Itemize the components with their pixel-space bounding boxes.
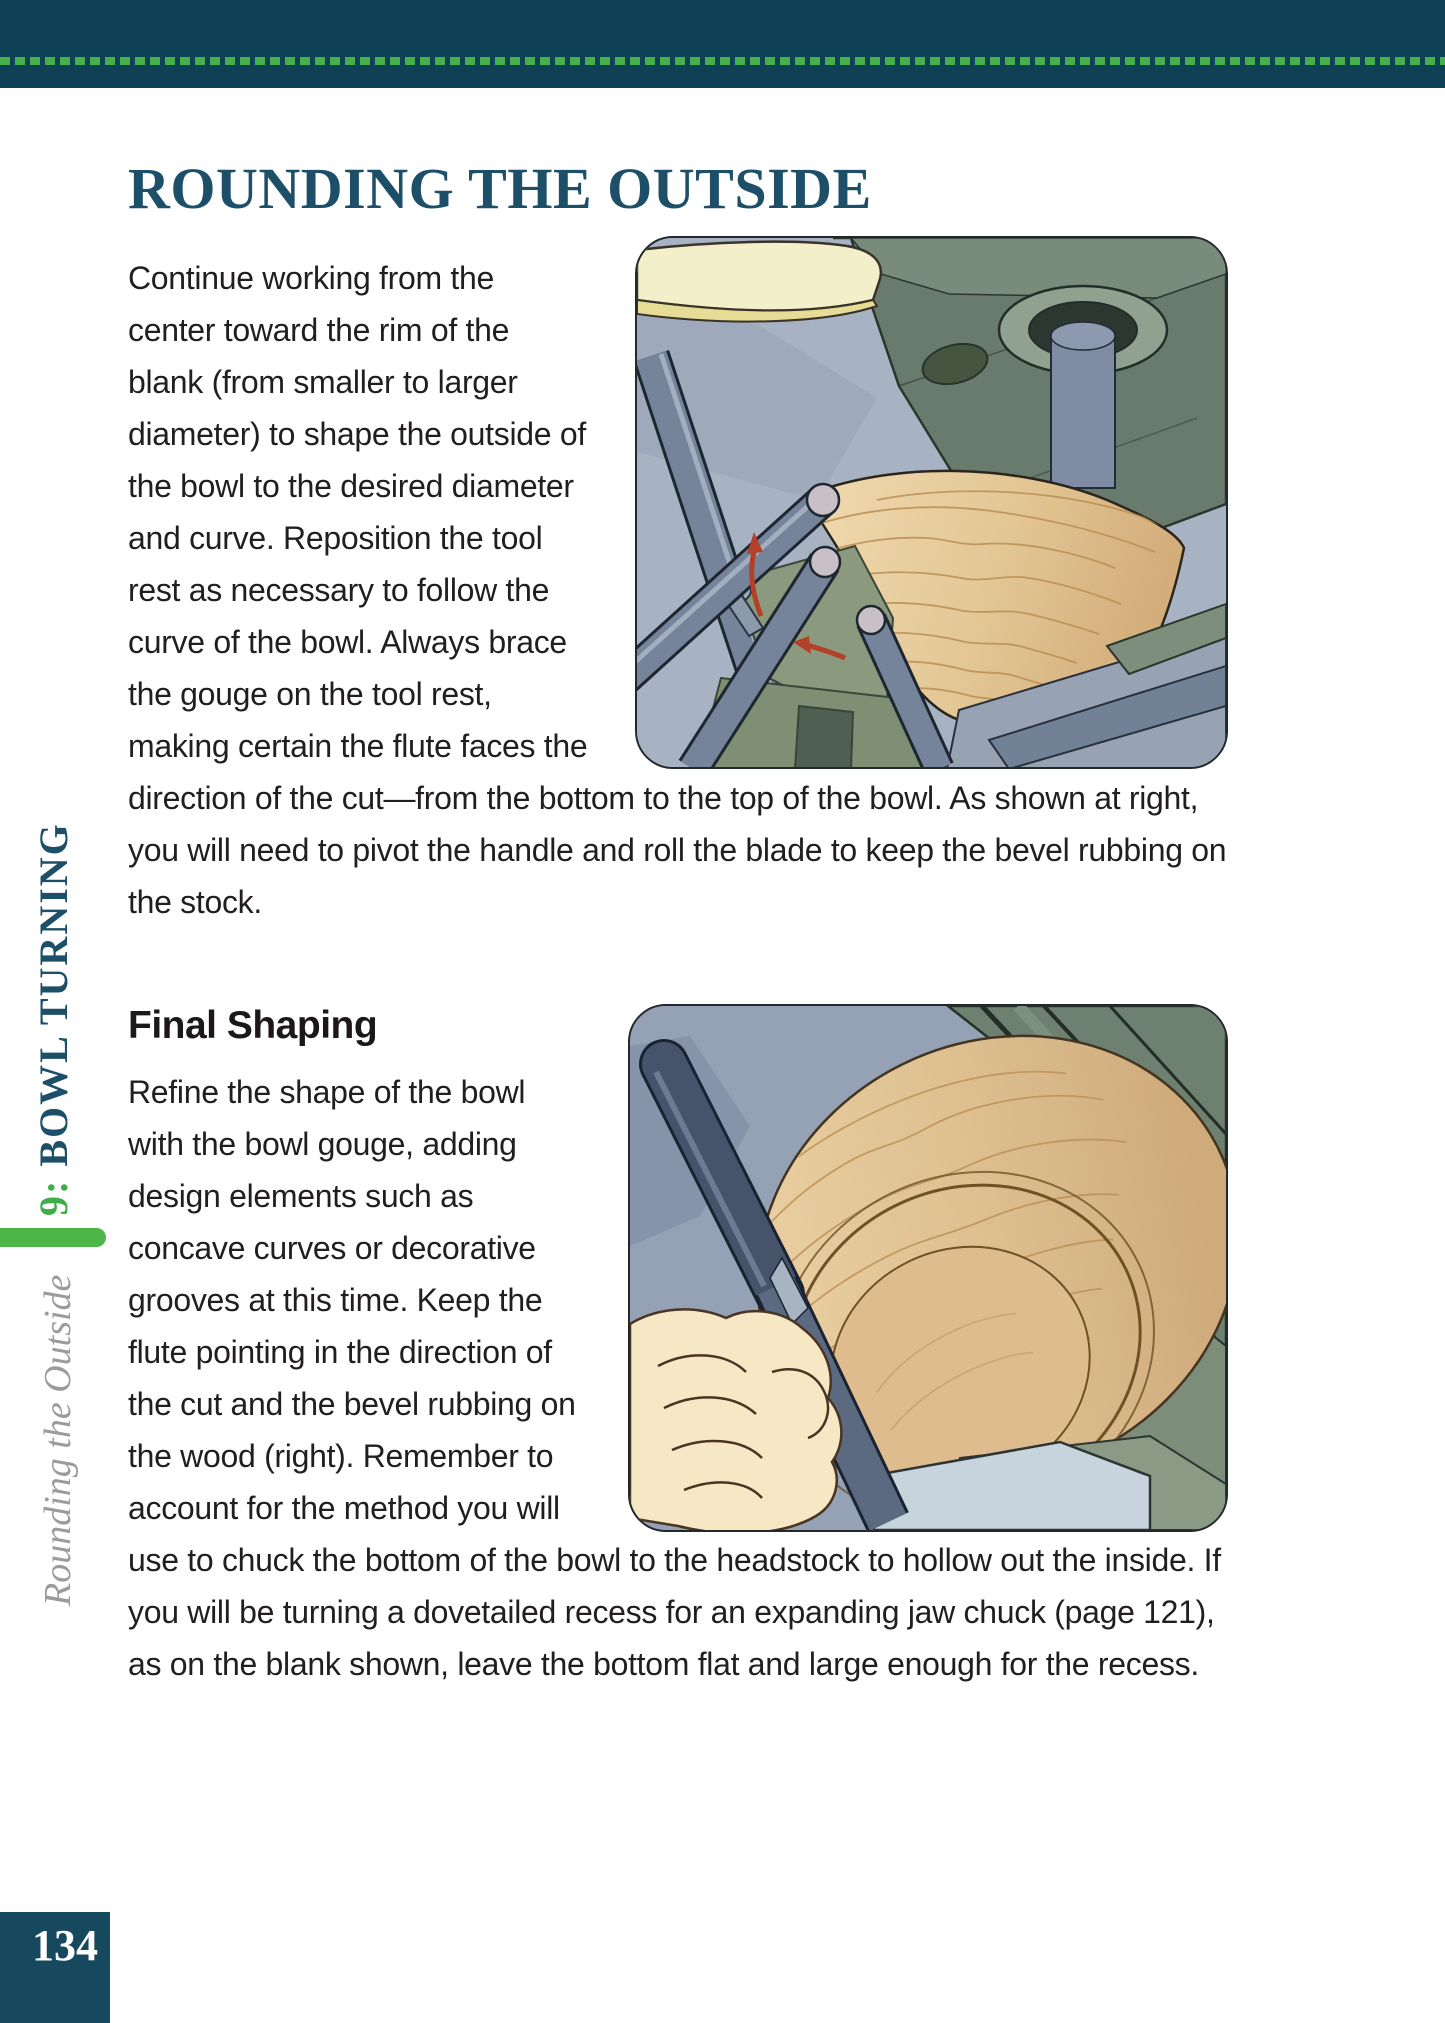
chapter-title: BOWL TURNING bbox=[31, 822, 76, 1167]
gouge-tip bbox=[810, 547, 840, 577]
chapter-number: 9: bbox=[31, 1178, 76, 1216]
cream-lathe-arm bbox=[637, 242, 881, 322]
section-rounding-outside bbox=[128, 252, 1228, 928]
dashed-rule-decoration bbox=[0, 57, 1445, 65]
running-section-label: Rounding the Outside bbox=[37, 1274, 79, 1606]
chapter-tab-bar bbox=[0, 1228, 106, 1247]
chapter-label bbox=[30, 822, 80, 1216]
gouge-tip bbox=[807, 484, 839, 516]
page-title: ROUNDING THE OUTSIDE bbox=[128, 156, 872, 221]
main-content bbox=[128, 156, 1228, 1690]
final-shaping-heading: Final Shaping bbox=[128, 1004, 378, 1047]
intro-paragraph: Continue working from the center toward the rim of the blank (from smaller to larger diameter) to shape the outside of the bowl to the desired diameter and curve. Reposition the tool rest as necessary to follow the curve of the bowl. Always brace the gouge on the tool rest, making certain the flute faces the direction of the cut—from the bottom to the top of the bowl. As shown at right, you will need to pivot the handle and roll the blade to keep the bevel rubbing on the stock. bbox=[128, 260, 1227, 920]
gouge-tip bbox=[857, 606, 885, 634]
lathe-roughing-illustration bbox=[637, 238, 1226, 767]
figure-roughing-illustration bbox=[635, 236, 1228, 769]
figure-final-shaping-illustration bbox=[628, 1004, 1228, 1532]
final-shaping-paragraph: Refine the shape of the bowl with the bowl gouge, adding design elements such as concave curves or decorative grooves at this time. Keep the flute pointing in the direction of the cut and the bevel rubbing on the wood (right). Remember to account for the method you will use to chuck the bottom of the bowl to the headstock to hollow out the inside. If you will be turning a dovetailed recess for an expanding jaw chuck (page 121), as on the blank shown, leave the bottom flat and large enough for the recess. bbox=[128, 1074, 1221, 1682]
page-number-block bbox=[0, 1912, 110, 2023]
page-number: 134 bbox=[32, 1921, 98, 1970]
hand-gripping-gouge bbox=[630, 1309, 841, 1530]
final-shaping-illustration bbox=[630, 1006, 1226, 1530]
header-band bbox=[0, 0, 1445, 88]
section-final-shaping bbox=[128, 1000, 1228, 1690]
